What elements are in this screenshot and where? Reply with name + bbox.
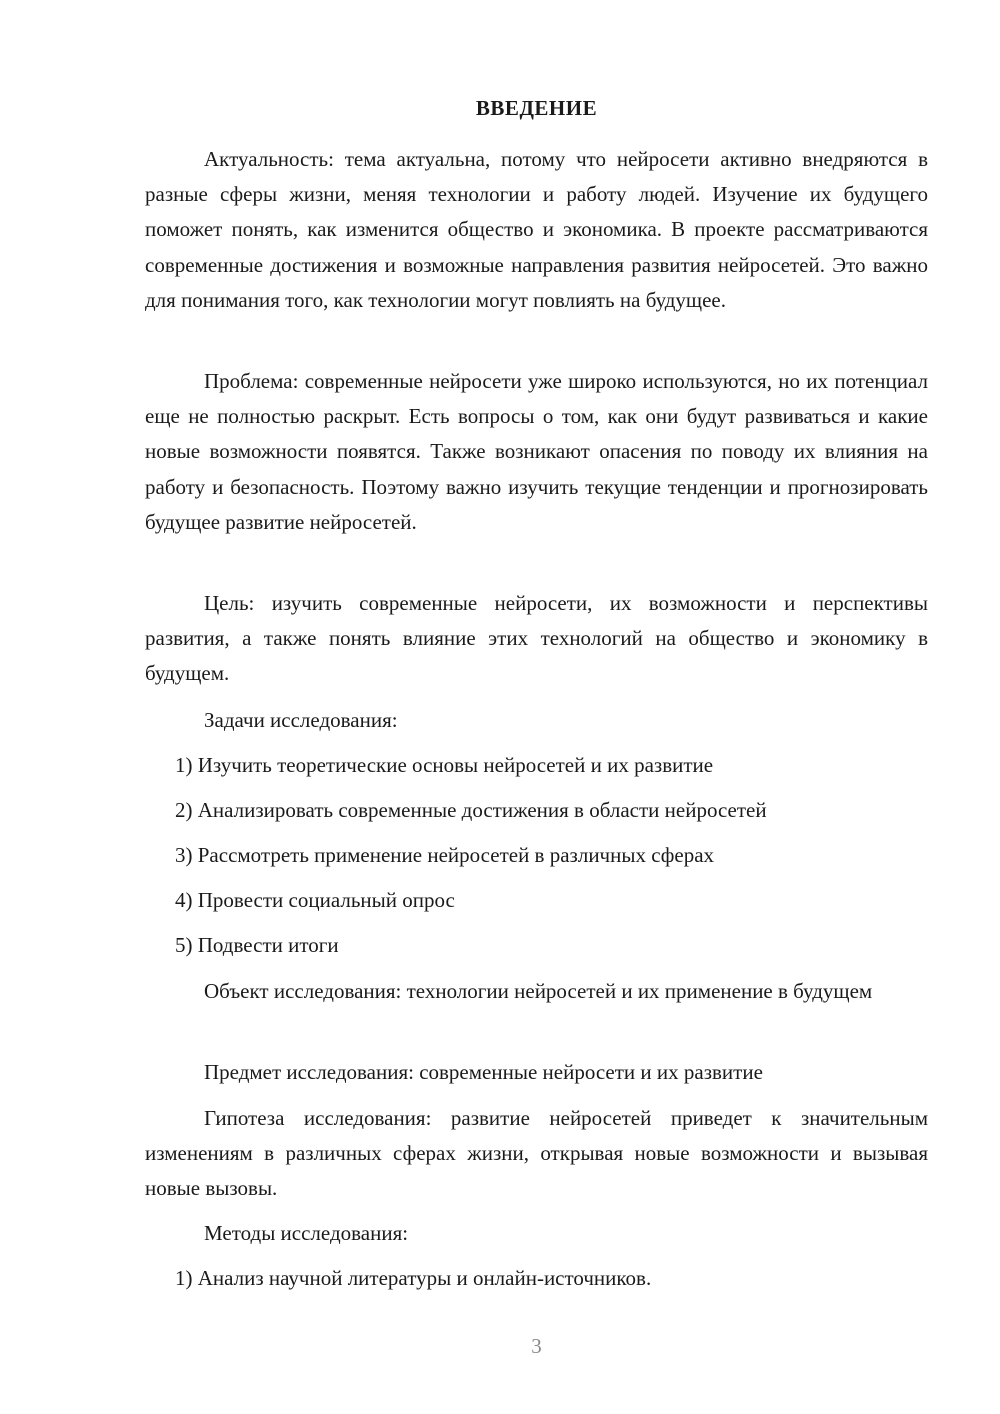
section-heading: ВВЕДЕНИЕ bbox=[475, 96, 598, 120]
methods-title: Методы исследования: bbox=[204, 1221, 409, 1245]
hypothesis-paragraph: Гипотеза исследования: развитие нейросетей приведет к значительным изменениям в различных сферах жизни, открывая новые возможности и вызывая новые вызовы. bbox=[145, 1106, 928, 1201]
task-item: 1) Изучить теоретические основы нейросетей и их развитие bbox=[175, 753, 714, 777]
problem-paragraph: Проблема: современные нейросети уже широко используются, но их потенциал еще не полностью раскрыт. Есть вопросы о том, как они будут развиваться и какие новые возможности появятся. Также возникают опасения по поводу их влияния на работу и безопасность. Поэтому важно изучить текущие тенденции и прогнозировать будущее развитие нейросетей. bbox=[145, 369, 928, 534]
page-number: 3 bbox=[531, 1334, 542, 1358]
relevance-paragraph: Актуальность: тема актуальна, потому что нейросети активно внедряются в разные сферы жизни, меняя технологии и работу людей. Изучение их будущего поможет понять, как изменится общество и экономика. В проекте рассматриваются современные достижения и возможные направления развития нейросетей. Это важно для понимания того, как технологии могут повлиять на будущее. bbox=[145, 147, 928, 312]
goal-paragraph: Цель: изучить современные нейросети, их возможности и перспективы развития, а также понять влияние этих технологий на общество и экономику в будущем. bbox=[145, 591, 928, 686]
object-paragraph: Объект исследования: технологии нейросетей и их применение в будущем bbox=[204, 979, 873, 1003]
task-item: 4) Провести социальный опрос bbox=[175, 888, 455, 912]
task-item: 5) Подвести итоги bbox=[175, 933, 339, 957]
tasks-title: Задачи исследования: bbox=[204, 708, 398, 732]
task-item: 2) Анализировать современные достижения в области нейросетей bbox=[175, 798, 767, 822]
subject-paragraph: Предмет исследования: современные нейросети и их развитие bbox=[204, 1060, 763, 1084]
method-item: 1) Анализ научной литературы и онлайн-источников. bbox=[175, 1266, 652, 1290]
task-item: 3) Рассмотреть применение нейросетей в различных сферах bbox=[175, 843, 715, 867]
